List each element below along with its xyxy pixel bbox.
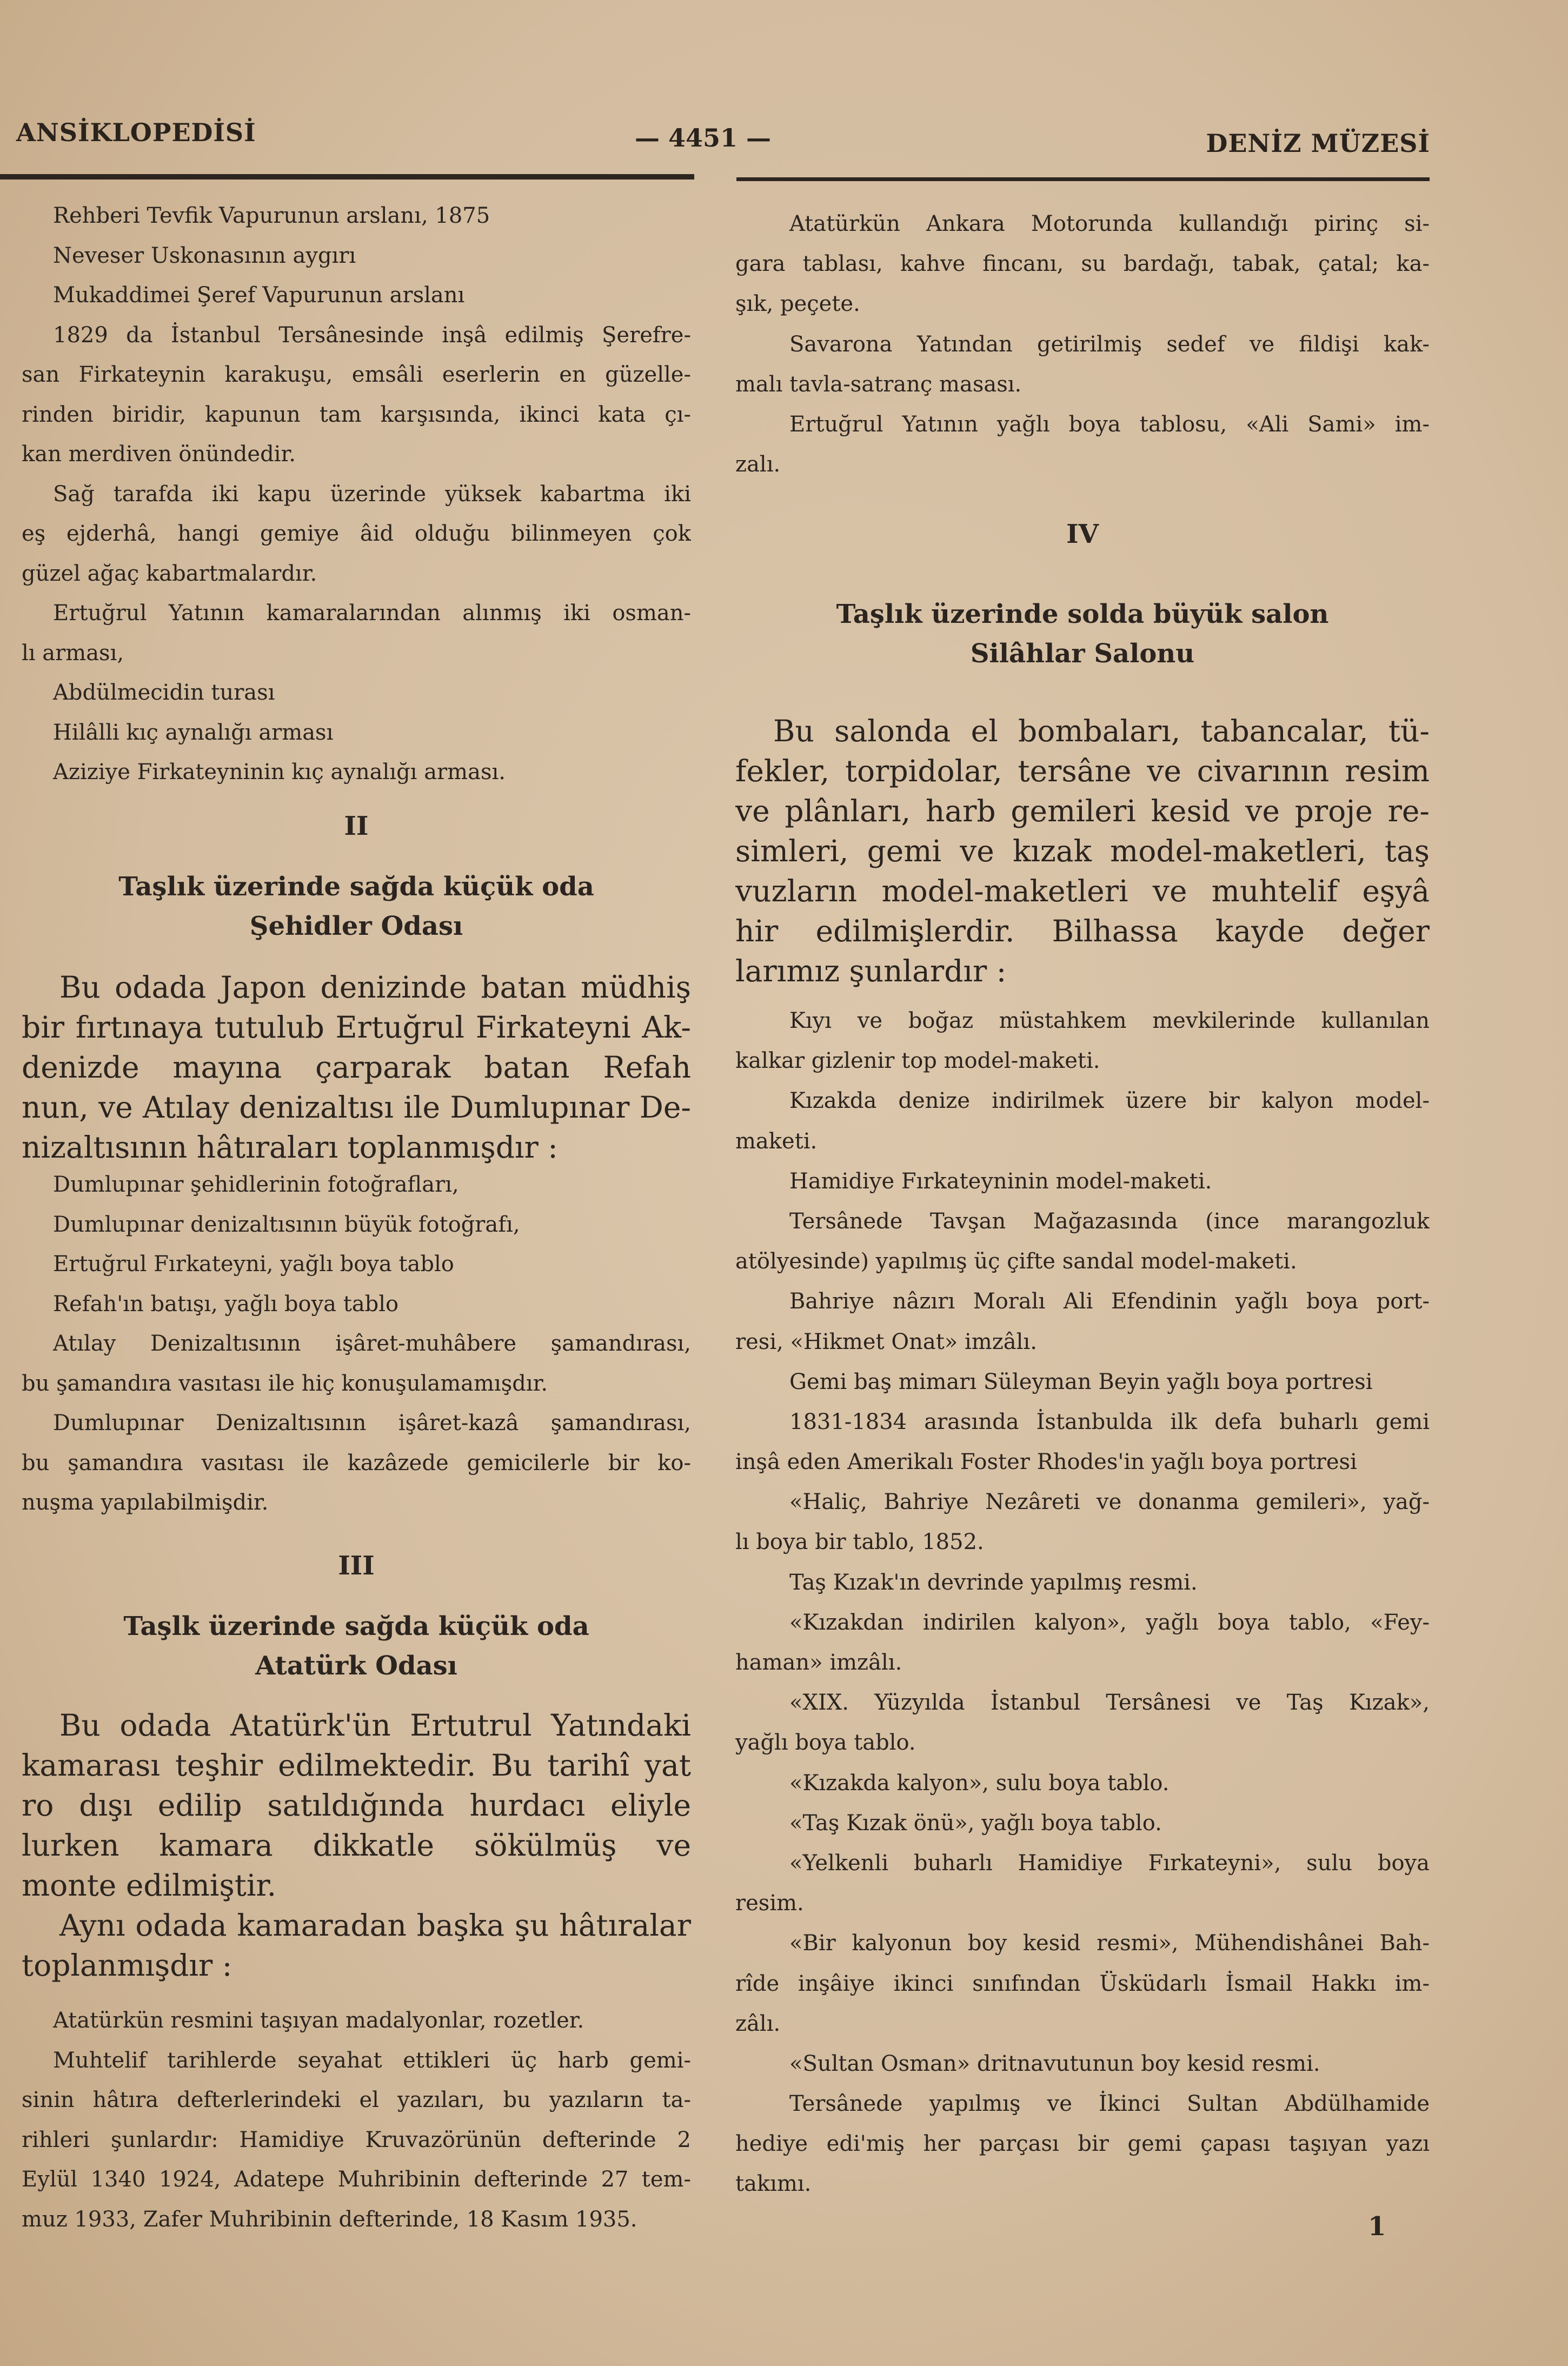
text-line: Dumlupınar şehidlerinin fotoğrafları, [53, 1172, 459, 1197]
text-line: Tersânede yapılmış ve İkinci Sultan Abdülhamide [789, 2091, 1430, 2117]
text-line: maketi. [735, 1128, 818, 1154]
text-line: Hilâlli kıç aynalığı arması [53, 720, 334, 745]
paragraph [22, 316, 691, 475]
text-line: Aziziye Firkateyninin kıç aynalığı arması. [53, 760, 506, 785]
running-header-left: ANSİKLOPEDİSİ [16, 118, 256, 147]
text-line: Tersânede Tavşan Mağazasında (ince marangozluk [789, 1208, 1430, 1234]
text-line: haman» imzâlı. [735, 1650, 902, 1675]
text-line: 1831-1834 arasında İstanbulda ilk defa buharlı gemi [789, 1409, 1430, 1434]
paragraph [735, 2044, 1430, 2084]
paragraph [735, 1402, 1430, 1482]
paragraph [735, 1362, 1430, 1402]
text-line: inşâ eden Amerikalı Foster Rhodes'in yağlı boya portresi [735, 1450, 1357, 1475]
text-line: Bu odada Atatürk'ün Ertutrul Yatındaki [59, 1708, 691, 1743]
text-line: Rehberi Tevfik Vapurunun arslanı, 1875 [53, 203, 490, 228]
paragraph [735, 1001, 1430, 1081]
paragraph [22, 475, 691, 594]
text-line: Kızakda denize indirilmek üzere bir kalyon model- [789, 1088, 1430, 1114]
section-numeral-3: III [338, 1551, 375, 1581]
text-line: lı boya bir tablo, 1852. [735, 1530, 984, 1555]
text-line: «Sultan Osman» dritnavutunun boy kesid resmi. [789, 2051, 1320, 2076]
text-line: Ertuğrul Yatının yağlı boya tablosu, «Ali Sami» im- [789, 411, 1430, 437]
header-rule-left [0, 174, 694, 180]
text-line: san Firkateynin karakuşu, emsâli eserlerin en güzelle- [22, 362, 691, 387]
text-line: rihleri şunlardır: Hamidiye Kruvazörünün defterinde 2 [22, 2127, 691, 2152]
text-line: eş ejderhâ, hangi gemiye âid olduğu bilinmeyen çok [22, 521, 691, 546]
header-rule-right [736, 177, 1430, 181]
section-title-4b: Silâhlar Salonu [970, 639, 1195, 669]
paragraph [22, 673, 691, 713]
text-line: muz 1933, Zafer Muhribinin defterinde, 18 Kasım 1935. [22, 2207, 637, 2232]
paragraph [22, 1705, 691, 1905]
text-line: Ertuğrul Fırkateyni, yağlı boya tablo [53, 1252, 454, 1277]
paragraph [22, 713, 691, 753]
paragraph [735, 1603, 1430, 1683]
text-line: Atılay Denizaltısının işâret-muhâbere şamandırası, [53, 1331, 691, 1356]
section-title-2a: Taşlık üzerinde sağda küçük oda [118, 872, 594, 902]
text-line: Savarona Yatından getirilmiş sedef ve fildişi kak- [789, 331, 1430, 357]
text-line: Bu salonda el bombaları, tabancalar, tü- [773, 714, 1430, 748]
text-line: malı tavla-satranç masası. [735, 371, 1022, 397]
paragraph [22, 1404, 691, 1523]
paragraph [22, 594, 691, 673]
paragraph [22, 2001, 691, 2041]
text-line: «Kızakdan indirilen kalyon», yağlı boya tablo, «Fey- [789, 1610, 1430, 1635]
text-line: Eylül 1340 1924, Adatepe Muhribinin defterinde 27 tem- [22, 2167, 691, 2192]
text-line: zalı. [735, 452, 781, 477]
paragraph [22, 236, 691, 276]
text-line: «Yelkenli buharlı Hamidiye Fırkateyni», sulu boya [789, 1850, 1430, 1876]
paragraph [735, 1803, 1430, 1843]
paragraph [22, 2041, 691, 2240]
text-line: kamarası teşhir edilmektedir. Bu tarihî yat [22, 1748, 691, 1783]
text-line: «Haliç, Bahriye Nezâreti ve donanma gemileri», yağ- [789, 1490, 1430, 1515]
text-line: 1829 da İstanbul Tersânesinde inşâ edilmiş Şerefre- [53, 322, 691, 348]
text-line: Mukaddimei Şeref Vapurunun arslanı [53, 283, 465, 308]
text-line: fekler, torpidolar, tersâne ve civarının resim [735, 754, 1430, 788]
paragraph [735, 324, 1430, 404]
text-line: Sağ tarafda iki kapu üzerinde yüksek kabartma iki [53, 481, 691, 507]
right-paragraph-4 [735, 711, 1430, 991]
text-line: «XIX. Yüzyılda İstanbul Tersânesi ve Taş Kızak», [789, 1690, 1430, 1716]
text-line: güzel ağaç kabartmalardır. [22, 561, 317, 586]
text-line: ve plânları, harb gemileri kesid ve proje re- [735, 794, 1430, 828]
text-line: «Kızakda kalyon», sulu boya tablo. [789, 1770, 1170, 1796]
text-line: nizaltısının hâtıraları toplanmışdır : [22, 1130, 558, 1165]
text-line: Dumlupınar denizaltısının büyük fotoğrafı, [53, 1212, 520, 1237]
text-line: zâlı. [735, 2011, 781, 2036]
paragraph [735, 1683, 1430, 1763]
paragraph [22, 1245, 691, 1285]
section-title-3b: Atatürk Odası [255, 1651, 457, 1681]
text-line: rîde inşâiye ikinci sınıfından Üsküdarlı İsmail Hakkı im- [735, 1971, 1430, 1996]
right-list-4 [735, 1001, 1430, 2204]
text-line: Neveser Uskonasının aygırı [53, 243, 356, 268]
paragraph [22, 196, 691, 236]
text-line: hir edilmişlerdir. Bilhassa kayde değer [735, 914, 1430, 948]
paragraph [735, 1201, 1430, 1281]
text-line: rinden biridir, kapunun tam karşısında, ikinci kata çı- [22, 402, 691, 427]
text-line: sinin hâtıra defterlerindeki el yazıları, bu yazıların ta- [22, 2088, 691, 2112]
text-line: kalkar gizlenir top model-maketi. [735, 1048, 1100, 1074]
paragraph [22, 1905, 691, 1985]
text-line: Ertuğrul Yatının kamaralarından alınmış iki osman- [53, 601, 691, 626]
paragraph [22, 1324, 691, 1404]
text-line: Muhtelif tarihlerde seyahat ettikleri üç harb gemi- [53, 2048, 691, 2073]
text-line: atölyesinde) yapılmış üç çifte sandal model-maketi. [735, 1249, 1297, 1274]
text-line: Bahriye nâzırı Moralı Ali Efendinin yağlı boya port- [789, 1289, 1430, 1314]
paragraph [22, 1285, 691, 1325]
text-line: vuzların model-maketleri ve muhtelif eşyâ [735, 874, 1430, 908]
text-line: Gemi baş mimarı Süleyman Beyin yağlı boya portresi [789, 1369, 1373, 1394]
paragraph [22, 276, 691, 316]
text-line: resim. [735, 1891, 804, 1916]
text-line: nuşma yapılabilmişdir. [22, 1490, 269, 1515]
paragraph [22, 967, 691, 1167]
left-list-3 [22, 2001, 691, 2239]
text-line: Bu odada Japon denizinde batan müdhiş [59, 970, 691, 1005]
text-line: Refah'ın batışı, yağlı boya tablo [53, 1291, 399, 1317]
footer-mark: 1 [1368, 2211, 1386, 2242]
paragraph [735, 1482, 1430, 1562]
text-line: larımız şunlardır : [735, 954, 1007, 988]
text-line: «Bir kalyonun boy kesid resmi», Mühendishânei Bah- [789, 1931, 1430, 1956]
text-line: toplanmışdır : [22, 1948, 232, 1983]
text-line: Kıyı ve boğaz müstahkem mevkilerinde kullanılan [789, 1008, 1430, 1033]
text-line: Aynı odada kamaradan başka şu hâtıralar [59, 1908, 691, 1943]
paragraph [735, 1763, 1430, 1803]
text-line: şık, peçete. [735, 291, 860, 317]
text-line: Hamidiye Fırkateyninin model-maketi. [789, 1168, 1212, 1194]
left-paragraph-2 [22, 967, 691, 1167]
text-line: Taş Kızak'ın devrinde yapılmış resmi. [789, 1570, 1198, 1595]
text-line: Dumlupınar Denizaltısının işâret-kazâ şamandırası, [53, 1411, 691, 1435]
paragraph [22, 1165, 691, 1205]
text-line: Atatürkün resmini taşıyan madalyonlar, rozetler. [53, 2008, 584, 2033]
text-line: simleri, gemi ve kızak model-maketleri, taş [735, 834, 1430, 868]
text-line: bu şamandıra vasıtası ile hiç konuşulamamışdır. [22, 1371, 548, 1396]
text-line: lı arması, [22, 640, 124, 666]
text-line: ro dışı edilip satıldığında hurdacı eliyle [22, 1788, 691, 1823]
text-line: Atatürkün Ankara Motorunda kullandığı pirinç si- [789, 211, 1430, 236]
section-numeral-2: II [344, 811, 369, 841]
paragraph [22, 753, 691, 793]
text-line: denizde mayına çarparak batan Refah [22, 1050, 691, 1085]
section-title-4a: Taşlık üzerinde solda büyük salon [836, 599, 1329, 629]
text-line: «Taş Kızak önü», yağlı boya tablo. [789, 1810, 1162, 1836]
left-list-2 [22, 1165, 691, 1523]
paragraph [735, 204, 1430, 324]
text-line: kan merdiven önündedir. [22, 442, 296, 467]
right-list-1 [735, 204, 1430, 484]
text-line: hediye edi'miş her parçası bir gemi çapası taşıyan yazı [735, 2131, 1430, 2157]
paragraph [735, 1161, 1430, 1201]
text-line: monte edilmiştir. [22, 1868, 277, 1903]
paragraph [735, 2084, 1430, 2204]
paragraph [735, 1081, 1430, 1161]
text-line: nun, ve Atılay denizaltısı ile Dumlupınar De- [22, 1090, 691, 1125]
text-line: takımı. [735, 2171, 812, 2197]
paragraph [735, 1281, 1430, 1361]
page-number: — 4451 — [634, 123, 772, 152]
paragraph [735, 1843, 1430, 1923]
paragraph [735, 1923, 1430, 2044]
running-header-right: DENİZ MÜZESİ [1206, 129, 1430, 158]
paragraph [735, 711, 1430, 991]
text-line: bir fırtınaya tutulub Ertuğrul Firkateyni Ak- [22, 1010, 691, 1045]
left-list-1 [22, 196, 691, 793]
text-line: bu şamandıra vasıtası ile kazâzede gemicilerle bir ko- [22, 1450, 691, 1476]
text-line: resi, «Hikmet Onat» imzâlı. [735, 1329, 1037, 1354]
text-line: lurken kamara dikkatle sökülmüş ve [22, 1828, 691, 1863]
paragraph [735, 1563, 1430, 1603]
section-title-2b: Şehidler Odası [249, 911, 463, 941]
text-line: Abdülmecidin turası [53, 680, 275, 705]
section-title-3a: Taşlk üzerinde sağda küçük oda [123, 1611, 589, 1641]
section-numeral-4: IV [1066, 519, 1099, 549]
paragraph [22, 1205, 691, 1245]
left-paragraph-3 [22, 1705, 691, 1985]
text-line: yağlı boya tablo. [735, 1730, 916, 1756]
paragraph [735, 404, 1430, 484]
text-line: gara tablası, kahve fincanı, su bardağı, tabak, çatal; ka- [735, 251, 1430, 277]
